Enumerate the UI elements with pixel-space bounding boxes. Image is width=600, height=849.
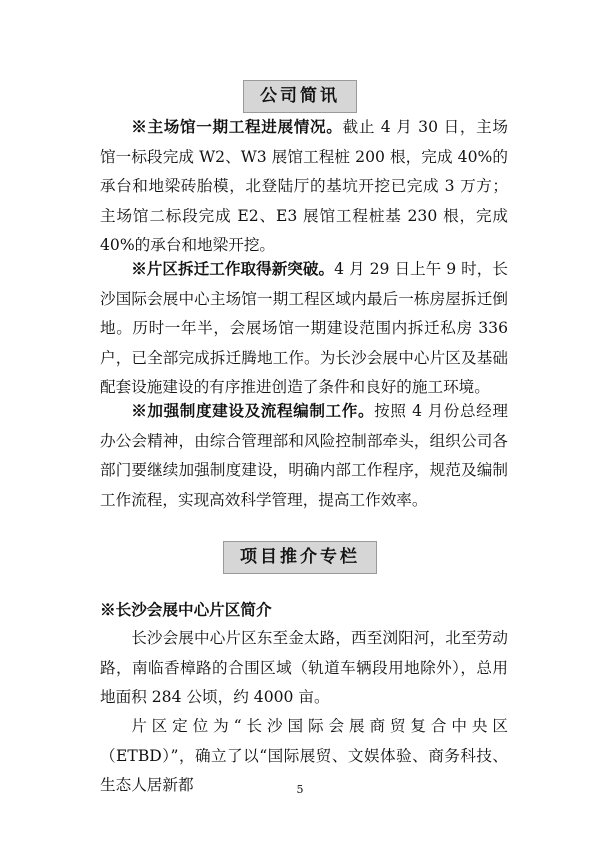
news-item-lead: ※主场馆一期工程进展情况。: [131, 117, 343, 136]
news-item-lead: ※加强制度建设及流程编制工作。: [131, 401, 375, 420]
news-item-body: 截止 4 月 30 日，主场馆一标段完成 W2、W3 展馆工程桩 200 根，完成 40%的承台和地梁砖胎模，北登陆厅的基坑开挖已完成 3 万方；主场馆二标段完成 E2、E3 展馆工程桩基 230 根，完成 40%的承台和地梁开挖。: [100, 118, 508, 255]
section-heading-company-news: 公司简讯: [243, 80, 357, 113]
project-paragraph: 片区定位为“长沙国际会展商贸复合中央区（ETBD）”，确立了以“国际展贸、文娱体验、商务科技、生态人居新都: [100, 717, 508, 795]
project-subtitle: ※长沙会展中心片区简介: [100, 600, 272, 619]
news-item-body: 按照 4 月份总经理办公会精神，由综合管理部和风险控制部牵头，组织公司各部门要继续加强制度建设，明确内部工作程序，规范及编制工作流程，实现高效科学管理，提高工作效率。: [100, 402, 508, 509]
news-item-body: 4 月 29 日上午 9 时，长沙国际会展中心主场馆一期工程区域内最后一栋房屋拆迁倒地。历时一年半，会展场馆一期建设范围内拆迁私房 336 户，已全部完成拆迁腾地工作。为长沙会展中心片区及基础配套设施建设的有序推进创造了条件和良好的施工环境。: [100, 260, 508, 397]
news-item-main-venue: [100, 112, 508, 261]
project-paragraph: 长沙会展中心片区东至金太路，西至浏阳河，北至劳动路，南临香樟路的合围区域（轨道车辆段用地除外），总用地面积 284 公顷，约 4000 亩。: [100, 629, 508, 707]
news-item-demolition: [100, 254, 508, 403]
section-heading-project-promotion: 项目推介专栏: [223, 541, 377, 574]
news-item-lead: ※片区拆迁工作取得新突破。: [131, 259, 335, 278]
page-number: 5: [296, 783, 304, 796]
news-item-system-building: [100, 396, 508, 515]
